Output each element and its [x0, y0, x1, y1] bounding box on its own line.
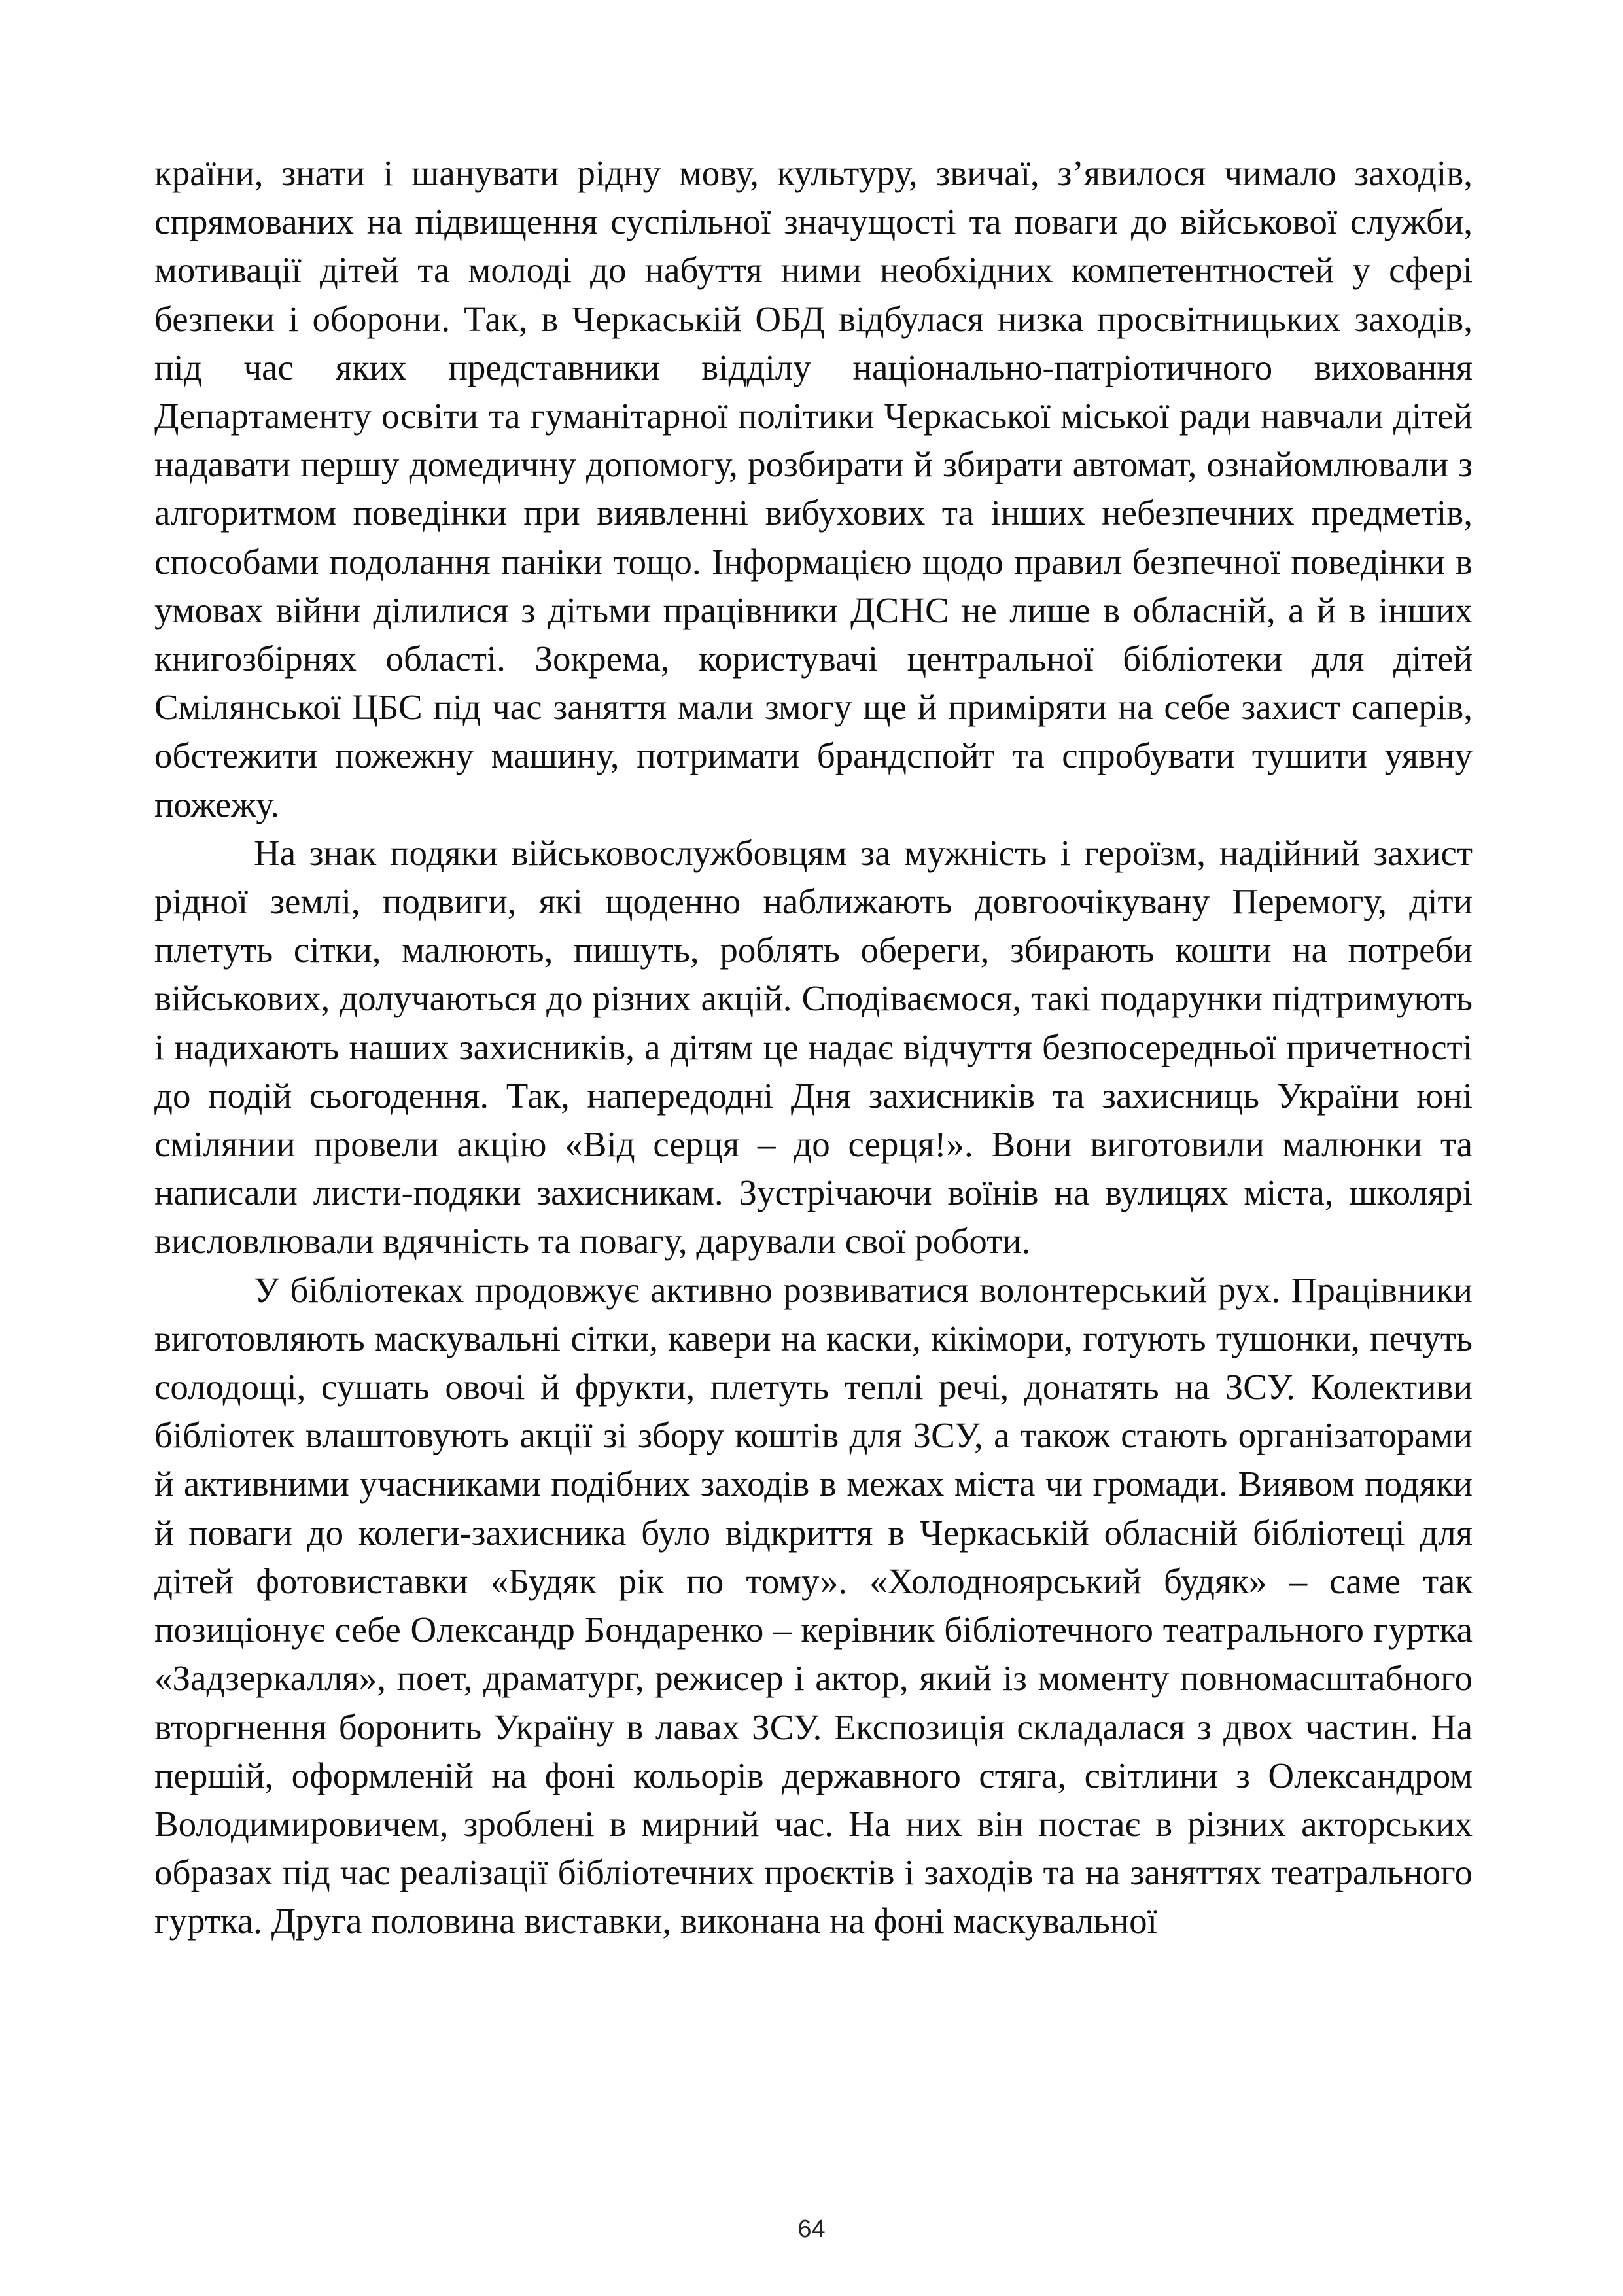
paragraph-volunteer-movement: У бібліотеках продовжує активно розвиватися волонтерський рух. Працівники виготовляють маскувальні сітки, кавери на каски, кікімори, готують тушонки, печуть солодощі, сушать овочі й фрукти, плетуть теплі речі, донатять на ЗСУ. Колективи бібліотек влаштовують акції зі збору коштів для ЗСУ, а також стають організаторами й активними учасниками подібних заходів в межах міста чи громади. Виявом подяки й поваги до колеги-захисника було відкриття в Черкаській обласній бібліотеці для дітей фотовиставки «Будяк рік по тому». «Холодноярський будяк» – саме так позиціонує себе Олександр Бондаренко – керівник бібліотечного театрального гуртка «Задзеркалля», поет, драматург, режисер і актор, який із моменту повномасштабного вторгнення боронить Україну в лавах ЗСУ. Експозиція складалася з двох частин. На першій, оформленій на фоні кольорів державного стяга, світлини з Олександром Володимировичем, зроблені в мирний час. На них він постає в різних акторських образах під час реалізації бібліотечних проєктів і заходів та на заняттях театрального гуртка. Друга половина виставки, виконана на фоні маскувальної	[154, 1269, 1473, 1941]
page-body-text	[154, 149, 1473, 1946]
page-number: 64	[797, 2216, 826, 2243]
paragraph-continuation: країни, знати і шанувати рідну мову, культуру, звичаї, з’явилося чимало заходів, спрямованих на підвищення суспільної значущості та поваги до військової служби, мотивації дітей та молоді до набуття ними необхідних компетентностей у сфері безпеки і оборони. Так, в Черкаській ОБД відбулася низка просвітницьких заходів, під час яких представники відділу національно-патріотичного виховання Департаменту освіти та гуманітарної політики Черкаської міської ради навчали дітей надавати першу домедичну допомогу, розбирати й збирати автомат, ознайомлювали з алгоритмом поведінки при виявленні вибухових та інших небезпечних предметів, способами подолання паніки тощо. Інформацією щодо правил безпечної поведінки в умовах війни ділилися з дітьми працівники ДСНС не лише в обласній, а й в інших книгозбірнях області. Зокрема, користувачі центральної бібліотеки для дітей Смілянської ЦБС під час заняття мали змогу ще й приміряти на себе захист саперів, обстежити пожежну машину, потримати брандспойт та спробувати тушити уявну пожежу.	[154, 153, 1473, 824]
paragraph-gratitude-to-soldiers: На знак подяки військовослужбовцям за мужність і героїзм, надійний захист рідної землі, подвиги, які щоденно наближають довгоочікувану Перемогу, діти плетуть сітки, малюють, пишуть, роблять обереги, збирають кошти на потреби військових, долучаються до різних акцій. Сподіваємося, такі подарунки підтримують і надихають наших захисників, а дітям це надає відчуття безпосередньої причетності до подій сьогодення. Так, напередодні Дня захисників та захисниць України юні смілянии провели акцію «Від серця – до серця!». Вони виготовили малюнки та написали листи-подяки захисникам. Зустрічаючи воїнів на вулицях міста, школярі висловлювали вдячність та повагу, дарували свої роботи.	[154, 832, 1473, 1262]
